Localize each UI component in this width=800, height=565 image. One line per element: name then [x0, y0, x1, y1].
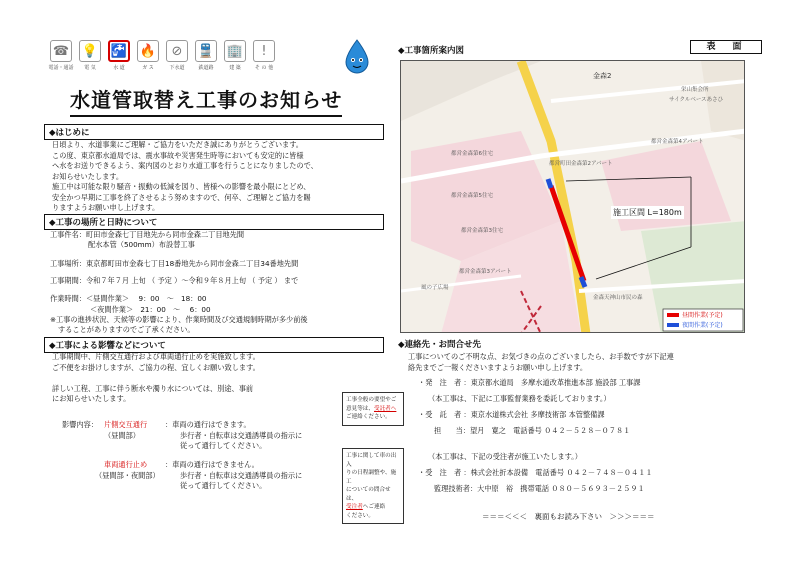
- contractor: ・受 注 者 ：株式会社折本設備 電話番号 ０４２－７４８－０４１１: [418, 468, 653, 477]
- section-contact-heading: ◆連絡先・お問合せ先: [398, 340, 482, 350]
- box1-line: ご連絡ください。: [346, 414, 391, 420]
- box2-line: 工事に関して車の出入: [346, 453, 397, 468]
- text-line: にお知らせいたします。: [52, 394, 131, 403]
- text-line: 詳しい工程、工事に伴う断水や濁り水については、別途、事前: [52, 383, 254, 393]
- category-label: 電 気: [84, 65, 96, 71]
- category-electric: [77, 40, 103, 74]
- box1-line: 意見等は、: [346, 405, 374, 412]
- construction-section-label: 施工区間 L=180m: [613, 208, 682, 217]
- category-phone: [48, 40, 74, 74]
- box2-line: へご連絡: [362, 504, 386, 510]
- category-sewer: [164, 40, 190, 74]
- box2-line: ください。: [346, 512, 374, 519]
- contractor-note: （本工事は、下記の受注者が施工いたします。）: [428, 452, 582, 461]
- note-1: ※工事の進捗状況、天候等の影響により、作業時間及び交通規制時期が多少前後: [50, 315, 308, 324]
- category-label: 水 道: [113, 65, 125, 71]
- map-area-label: 金森2: [593, 72, 612, 80]
- text-line: 安全かつ早期に工事を終了させるよう努めますので、何卒、ご理解とご協力を賜: [52, 192, 311, 202]
- kata-l3: 従って通行してください。: [180, 441, 267, 450]
- section-intro-heading: ◆はじめに: [44, 124, 384, 140]
- gas-icon: 🔥: [137, 40, 159, 62]
- map-heading: ◆工事箇所案内図: [398, 46, 465, 56]
- map-label: 都営金森第3住宅: [461, 228, 503, 234]
- impact-label: 影響内容：: [62, 420, 98, 429]
- map-label: 都営町田金森第2アパート: [549, 161, 613, 167]
- section-place-heading: ◆工事の場所と日時について: [44, 214, 384, 230]
- text-line: この度、東京都水道局では、震水事故や災害発生時等においても安定的に皆様: [52, 150, 304, 160]
- category-label: 鉄道路: [198, 65, 214, 71]
- category-building: [222, 40, 248, 74]
- map-label: 金森天神山市民の森: [593, 295, 643, 301]
- box2-line: りの日程調整や、施工: [346, 470, 397, 485]
- other-icon: !: [253, 40, 275, 62]
- legend-night: 夜間作業(予定): [682, 322, 723, 329]
- work-time-day: 作業時間：＜昼間作業＞ 9：00 ～ 18：00: [50, 294, 207, 303]
- category-label: ガ ス: [142, 65, 154, 71]
- orderer-note: （本工事は、下記に工事監督業務を委託しております。）: [428, 394, 611, 403]
- box1-highlight: 受託者へ: [373, 405, 397, 412]
- text-line: りますようお願い申し上げます。: [52, 203, 160, 212]
- phone-icon: ☎: [50, 40, 72, 62]
- kata-l1: ：車両の通行はできます。: [165, 420, 251, 429]
- work-period: 工事期間：令和７年７月 上旬 （ 予定 ）～令和９年８月上旬 （ 予定 ） まで: [50, 276, 299, 285]
- category-label: 下水道: [169, 65, 185, 71]
- category-label: そ の 他: [254, 65, 274, 71]
- rail-icon: 🚆: [195, 40, 217, 62]
- note-2: することがありますのでご了承ください。: [58, 325, 195, 334]
- map-label: 都営金森第3アパート: [459, 269, 512, 275]
- category-icons: [48, 40, 277, 74]
- box2-highlight: 受注者: [346, 504, 363, 510]
- contact-text: [408, 352, 758, 373]
- stop-sub: （昼間部・夜間部）: [95, 471, 160, 480]
- stop-label: 車両通行止め: [104, 460, 148, 469]
- map-label: 栄山集会所: [681, 87, 709, 93]
- stop-l1: ：車両の通行はできません。: [165, 460, 259, 469]
- kata-label: 片側交互通行: [104, 420, 148, 429]
- section-impact-heading: ◆工事による影響などについて: [44, 337, 384, 353]
- work-name: 工事件名：町田市金森七丁目地先から同市金森二丁目地先間: [50, 230, 245, 239]
- electric-icon: 💡: [79, 40, 101, 62]
- category-water: [106, 40, 132, 74]
- water-drop-mascot-icon: [342, 38, 372, 74]
- stop-l3: 従って通行してください。: [180, 481, 267, 490]
- map-label: 都営金森第5住宅: [451, 193, 493, 199]
- stop-l2: 歩行者・自転車は交通誘導員の指示に: [180, 471, 303, 480]
- map-label: サイクルベースあさひ: [669, 97, 724, 103]
- map-label: 風の子広場: [421, 285, 449, 291]
- text-line: お知らせいたします。: [52, 171, 124, 181]
- consignee: ・受 託 者 ：東京水道株式会社 多摩技術部 本管整備課: [418, 410, 605, 419]
- text-line: 絡先までご一報くださいますようお願い申し上げます。: [408, 362, 588, 372]
- inquiry-box-1: [342, 392, 404, 426]
- engineer: 監理技術者：大中原 裕 携帯電話 ０８０－５６９３－２５９１: [434, 484, 645, 493]
- map-label: 都営金森第4アパート: [651, 139, 704, 145]
- impact-text: [52, 352, 352, 405]
- box2-line: についての問合せは、: [346, 487, 391, 502]
- inquiry-box-2: [342, 448, 404, 524]
- water-icon: 🚰: [108, 40, 130, 62]
- text-line: 工事期間中、片側交互通行および車両通行止めを実施致します。: [52, 352, 260, 361]
- sewer-icon: ⊘: [166, 40, 188, 62]
- category-gas: [135, 40, 161, 74]
- kata-sub: （昼間部）: [104, 431, 140, 440]
- category-label: 電話・通話: [48, 65, 74, 71]
- text-line: 施工中は可能な限り騒音・振動の低減を図り、皆様への影響を最小限にとどめ、: [52, 182, 311, 191]
- category-other: [251, 40, 277, 74]
- orderer: ・発 注 者 ：東京都水道局 多摩水道改革推進本部 施設部 工事課: [418, 378, 641, 387]
- text-line: 日頃より、水道事業にご理解・ご協力をいただき誠にありがとうございます。: [52, 140, 303, 149]
- text-line: [52, 373, 352, 384]
- work-place: 工事場所：東京都町田市金森七丁目18番地先から同市金森二丁目34番地先間: [50, 259, 299, 268]
- category-label: 建 築: [229, 65, 241, 71]
- side-label: 表 面: [690, 40, 762, 54]
- footer-note: ＝＝＝＜＜＜ 裏面もお読み下さい ＞＞＞＝＝＝: [482, 512, 655, 521]
- intro-text: [52, 140, 387, 214]
- page-title: 水道管取替え工事のお知らせ: [70, 84, 342, 117]
- work-name-2: 配水本管（500mm）布設替工事: [88, 240, 195, 249]
- building-icon: 🏢: [224, 40, 246, 62]
- kata-l2: 歩行者・自転車は交通誘導員の指示に: [180, 431, 303, 440]
- text-line: 工事についてのご不明な点、お気づきの点のございましたら、お手数ですが下記連: [408, 352, 674, 361]
- work-time-night: ＜夜間作業＞ 21：00 ～ 6：00: [90, 305, 211, 314]
- legend-day: 昼間作業(予定): [682, 312, 723, 319]
- consignee-person: 担 当：望月 寛之 電話番号 ０４２－５２８－０７８１: [434, 426, 631, 435]
- box1-line: 工事全般の要望やご: [346, 397, 397, 403]
- map-label: 都営金森第6住宅: [451, 151, 493, 157]
- text-line: へ水をお送りできるよう、案内図のとおり水道工事を行うことになりましたので、: [52, 161, 318, 170]
- construction-map: [400, 60, 745, 333]
- category-rail: [193, 40, 219, 74]
- text-line: ご不便をお掛けしますが、ご協力の程、宜しくお願い致します。: [52, 362, 260, 372]
